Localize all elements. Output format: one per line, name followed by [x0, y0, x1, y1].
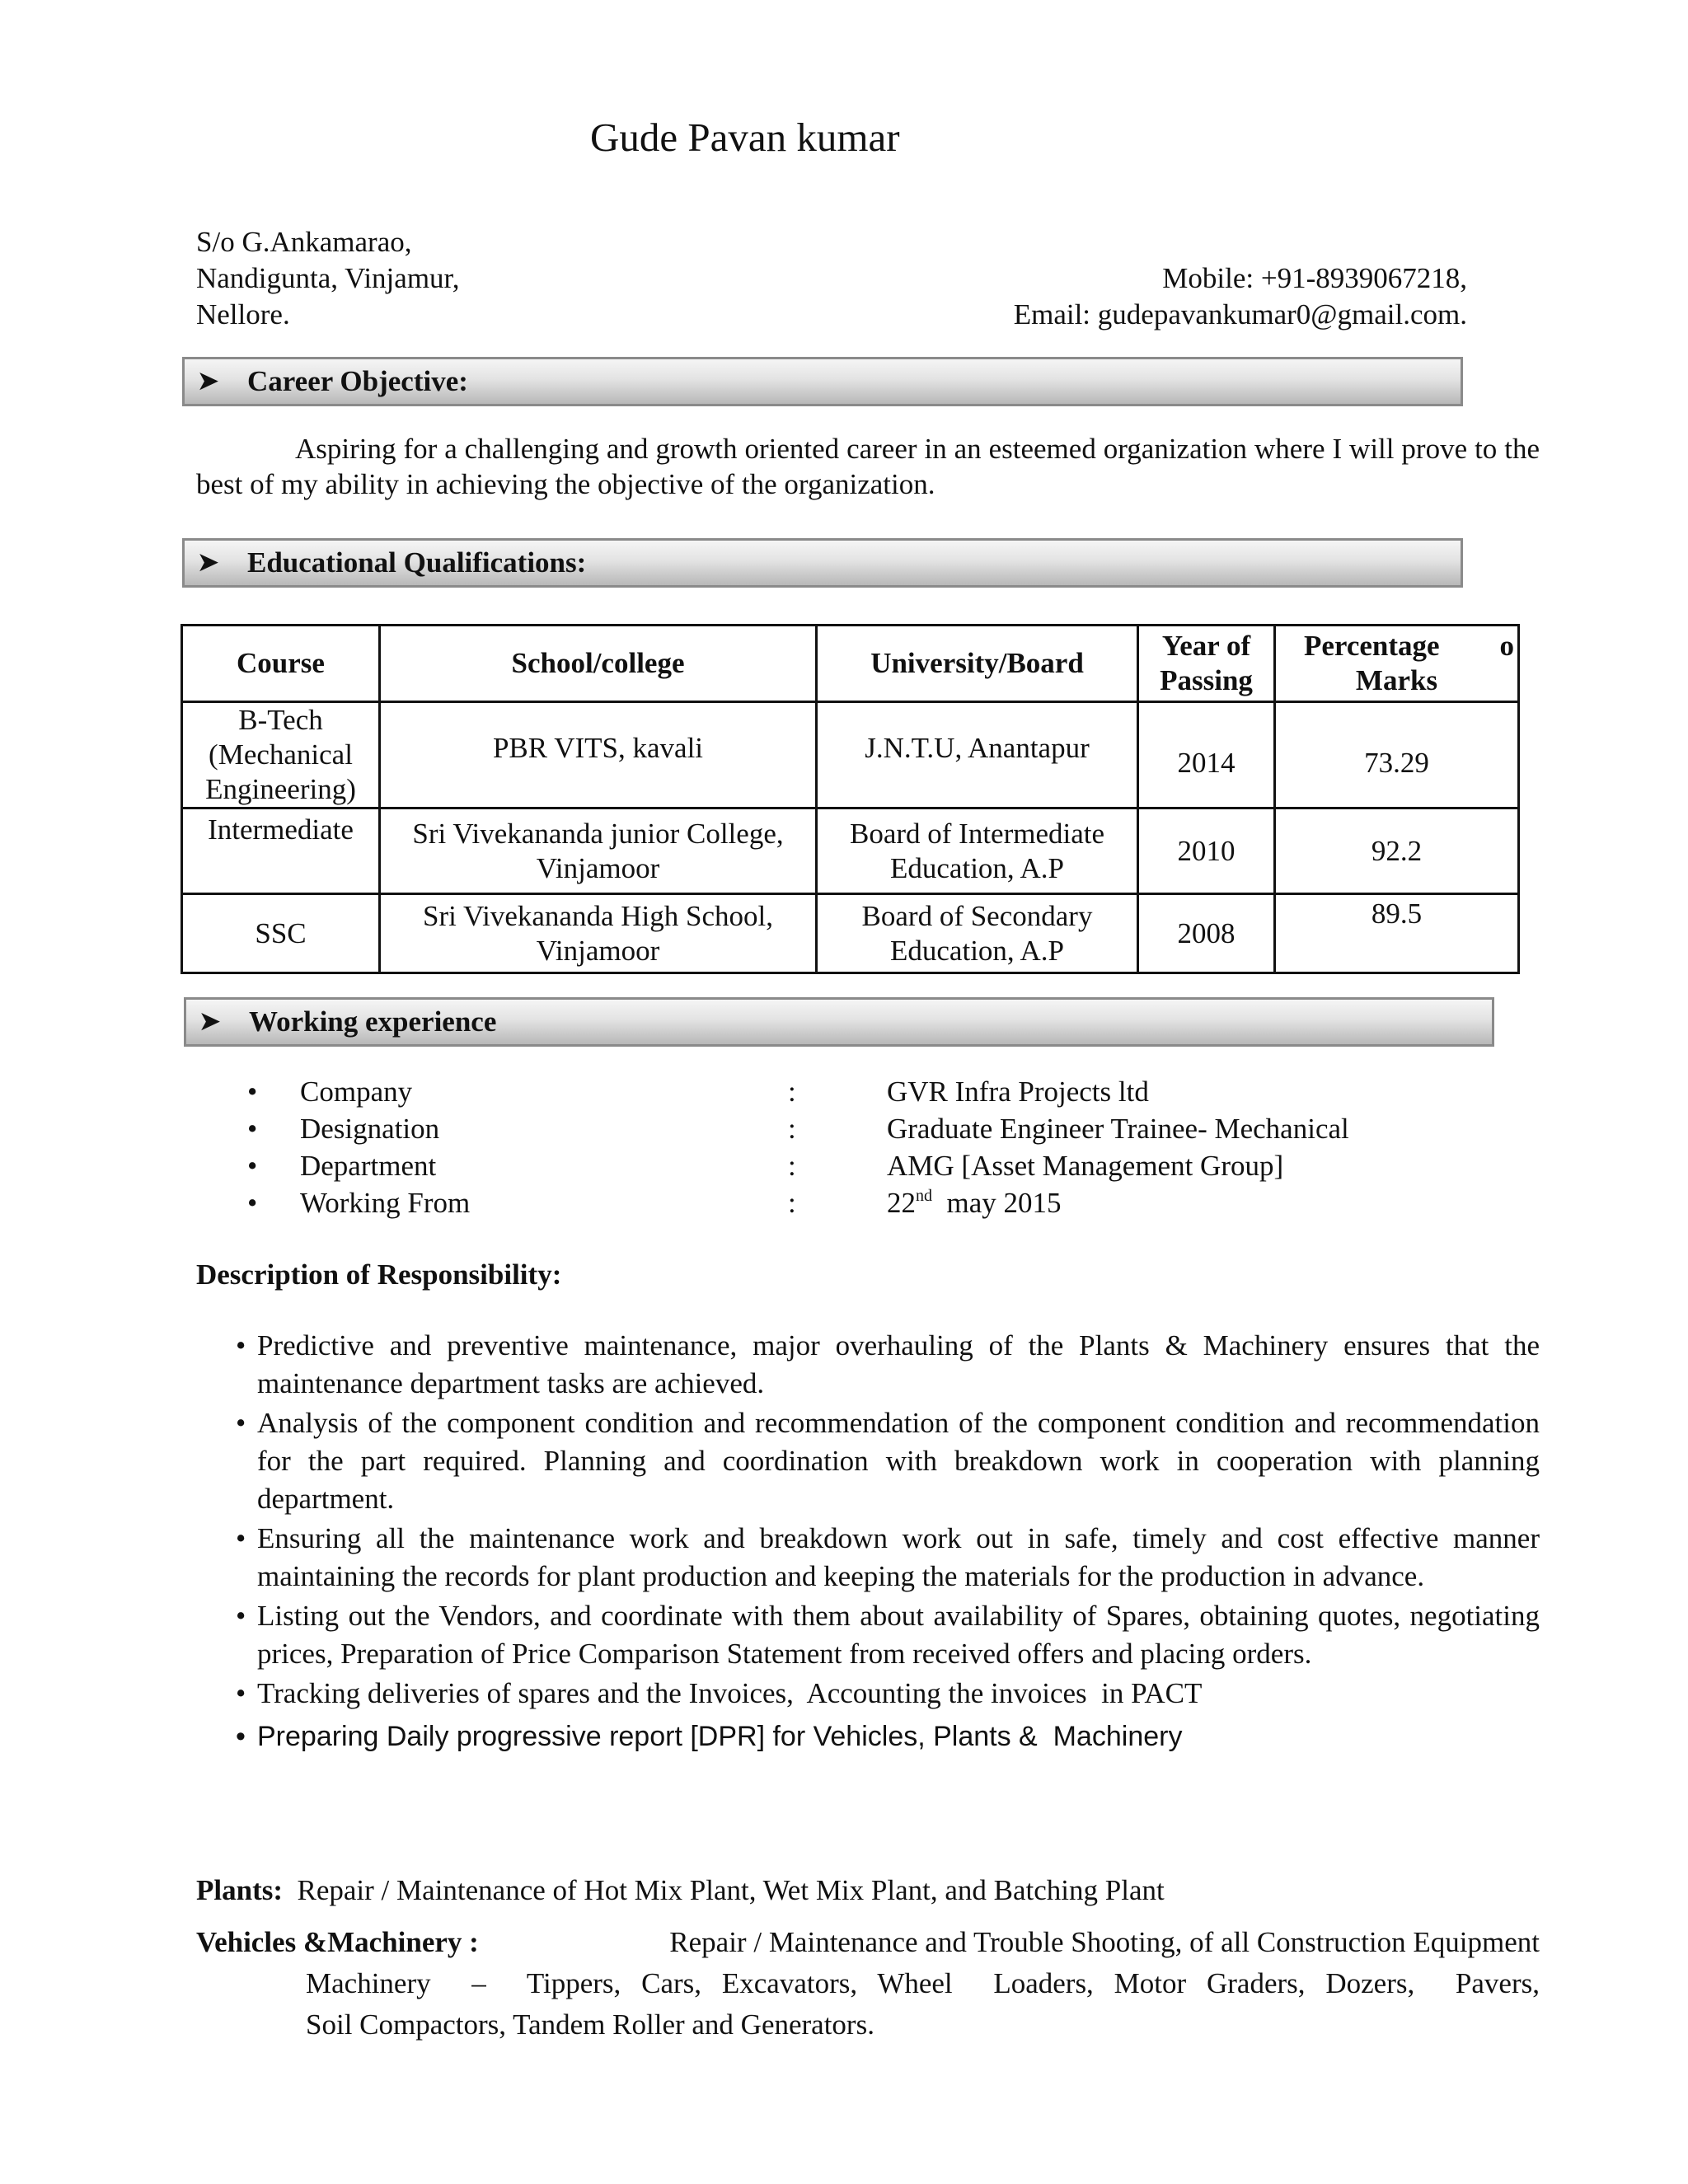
list-item: • Preparing Daily progressive report [DPR] for Vehicles, Plants & Machinery	[257, 1718, 1540, 1755]
vehicles-label: Vehicles &Machinery :	[196, 1926, 479, 1958]
plants-line	[196, 1872, 1165, 1909]
bullet-dot-icon: •	[247, 1187, 258, 1219]
career-objective-text: Aspiring for a challenging and growth oriented career in an esteemed organization where I will prove to the best of my ability in achieving the objective of the organization.	[196, 433, 1540, 500]
course-cell: SSC	[182, 894, 380, 973]
bullet-dot-icon: •	[236, 1721, 246, 1752]
year-cell: 2014	[1138, 702, 1275, 808]
table-header-row	[182, 626, 1519, 702]
plants-label: Plants:	[196, 1874, 283, 1906]
arrowhead-bullet-icon: ➤	[198, 549, 219, 577]
mobile-number: Mobile: +91-8939067218,	[1162, 262, 1467, 294]
address-line: S/o G.Ankamarao,	[196, 226, 412, 258]
year-cell: 2010	[1138, 808, 1275, 894]
education-table	[181, 624, 1520, 974]
bullet-dot-icon: •	[236, 1407, 246, 1439]
list-item: • Ensuring all the maintenance work and breakdown work out in safe, timely and cost effective manner maintaining the records for plant production and keeping the materials for the production in advance.	[257, 1520, 1540, 1596]
arrowhead-bullet-icon: ➤	[198, 368, 219, 396]
work-details	[247, 1073, 1349, 1221]
percentage-cell: 92.2	[1275, 808, 1519, 894]
school-cell: Sri Vivekananda junior College, Vinjamoor	[380, 808, 817, 894]
bullet-dot-icon: •	[236, 1600, 246, 1632]
header-university: University/Board	[817, 626, 1138, 702]
course-cell: Intermediate	[182, 808, 380, 894]
bullet-dot-icon: •	[247, 1076, 258, 1108]
bullet-dot-icon: •	[247, 1150, 258, 1182]
plants-text: Repair / Maintenance of Hot Mix Plant, Wet Mix Plant, and Batching Plant	[297, 1874, 1165, 1906]
list-item: • Working From : 22nd may 2015	[247, 1184, 1349, 1221]
header-year: Year of Passing	[1138, 626, 1275, 702]
list-item: • Listing out the Vendors, and coordinate with them about availability of Spares, obtaining quotes, negotiating prices, Preparation of Price Comparison Statement from received offers and placing orders.	[257, 1597, 1540, 1673]
university-cell: J.N.T.U, Anantapur	[817, 702, 1138, 808]
university-cell: Board of Secondary Education, A.P	[817, 894, 1138, 973]
header-course: Course	[182, 626, 380, 702]
header-percentage: Percentage o Marks	[1275, 626, 1519, 702]
year-cell: 2008	[1138, 894, 1275, 973]
list-item: • Tracking deliveries of spares and the Invoices, Accounting the invoices in PACT	[257, 1675, 1540, 1713]
bullet-dot-icon: •	[236, 1677, 246, 1709]
vehicles-text: Repair / Maintenance and Trouble Shooting, of all Construction Equipment	[669, 1926, 1540, 1958]
candidate-name: Gude Pavan kumar	[590, 115, 900, 160]
email-address: Email: gudepavankumar0@gmail.com.	[1013, 298, 1467, 330]
list-item: • Department : AMG [Asset Management Group]	[247, 1147, 1349, 1184]
section-title: Career Objective:	[247, 365, 468, 398]
section-title: Educational Qualifications:	[247, 546, 587, 579]
percentage-cell: 89.5	[1275, 894, 1519, 973]
bullet-dot-icon: •	[236, 1522, 246, 1554]
list-item: • Designation : Graduate Engineer Trainee- Mechanical	[247, 1110, 1349, 1147]
bullet-dot-icon: •	[247, 1113, 258, 1145]
percentage-cell: 73.29	[1275, 702, 1519, 808]
table-row	[182, 702, 1519, 808]
list-item: • Predictive and preventive maintenance, major overhauling of the Plants & Machinery ensures that the maintenance department tasks are achieved.	[257, 1327, 1540, 1403]
university-cell: Board of Intermediate Education, A.P	[817, 808, 1138, 894]
address-line: Nandigunta, Vinjamur,	[196, 262, 460, 294]
school-cell: PBR VITS, kavali	[380, 702, 817, 808]
address-block	[196, 224, 460, 333]
table-row	[182, 808, 1519, 894]
work-experience-header	[184, 997, 1494, 1047]
section-title: Working experience	[249, 1005, 497, 1038]
education-header	[182, 538, 1463, 588]
vehicles-text: Machinery – Tippers, Cars, Excavators, Wheel Loaders, Motor Graders, Dozers, Pavers,	[306, 1967, 1540, 1999]
table-row	[182, 894, 1519, 973]
header-school: School/college	[380, 626, 817, 702]
address-line: Nellore.	[196, 298, 290, 330]
list-item: • Analysis of the component condition and recommendation of the component condition and recommendation for the part required. Planning and coordination with breakdown work in cooperation with planning department.	[257, 1404, 1540, 1518]
contact-block	[940, 260, 1467, 333]
vehicles-block	[196, 1922, 1540, 2046]
list-item: • Company : GVR Infra Projects ltd	[247, 1073, 1349, 1110]
bullet-dot-icon: •	[236, 1329, 246, 1361]
vehicles-text: Soil Compactors, Tandem Roller and Generators.	[306, 2008, 874, 2041]
arrowhead-bullet-icon: ➤	[199, 1008, 221, 1036]
career-objective-header	[182, 357, 1463, 406]
responsibility-title: Description of Responsibility:	[196, 1258, 562, 1291]
school-cell: Sri Vivekananda High School, Vinjamoor	[380, 894, 817, 973]
course-cell: B-Tech (Mechanical Engineering)	[182, 702, 380, 808]
responsibility-list	[236, 1327, 1540, 1757]
